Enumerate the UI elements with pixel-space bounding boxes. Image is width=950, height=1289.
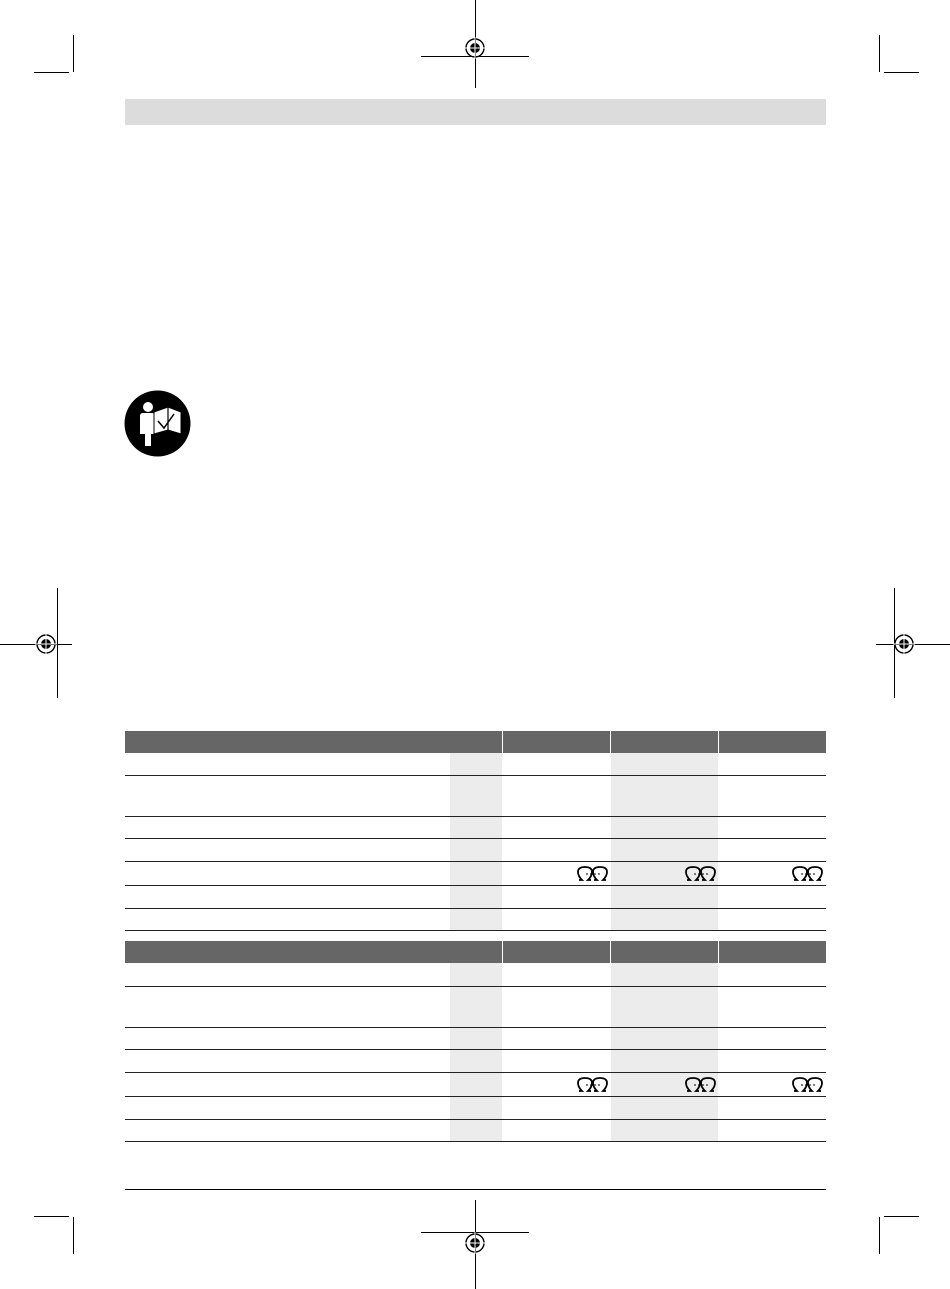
table-row-divider [125, 838, 826, 839]
ohm-cord-icon [792, 865, 824, 883]
table-row-divider [125, 775, 826, 776]
table-row-divider [125, 861, 826, 862]
ohm-cord-icon [792, 1076, 824, 1094]
table-row-divider [125, 908, 826, 909]
table-row-divider [125, 885, 826, 886]
table-row-divider [125, 816, 826, 817]
read-manual-icon [124, 390, 191, 457]
registration-mark-right [893, 633, 915, 655]
table-row-divider [125, 986, 826, 987]
registration-mark-bottom [464, 1232, 486, 1254]
registration-mark-left [35, 633, 57, 655]
table-row-divider [125, 1072, 826, 1073]
ohm-cord-icon [685, 865, 717, 883]
table-row-divider [125, 930, 826, 931]
table-header [125, 941, 826, 963]
table-row-divider [125, 1049, 826, 1050]
ohm-cord-icon [685, 1076, 717, 1094]
table-row-divider [125, 1119, 826, 1120]
table-row-divider [125, 1096, 826, 1097]
ohm-cord-icon [577, 865, 609, 883]
specs-table-1 [125, 731, 826, 931]
page-header-band [125, 99, 826, 125]
specs-table-2 [125, 941, 826, 1142]
table-row-divider [125, 1027, 826, 1028]
ohm-cord-icon [577, 1076, 609, 1094]
footer-rule [125, 1189, 826, 1190]
registration-mark-top [464, 37, 486, 59]
table-header [125, 731, 826, 753]
table-row-divider [125, 1141, 826, 1142]
